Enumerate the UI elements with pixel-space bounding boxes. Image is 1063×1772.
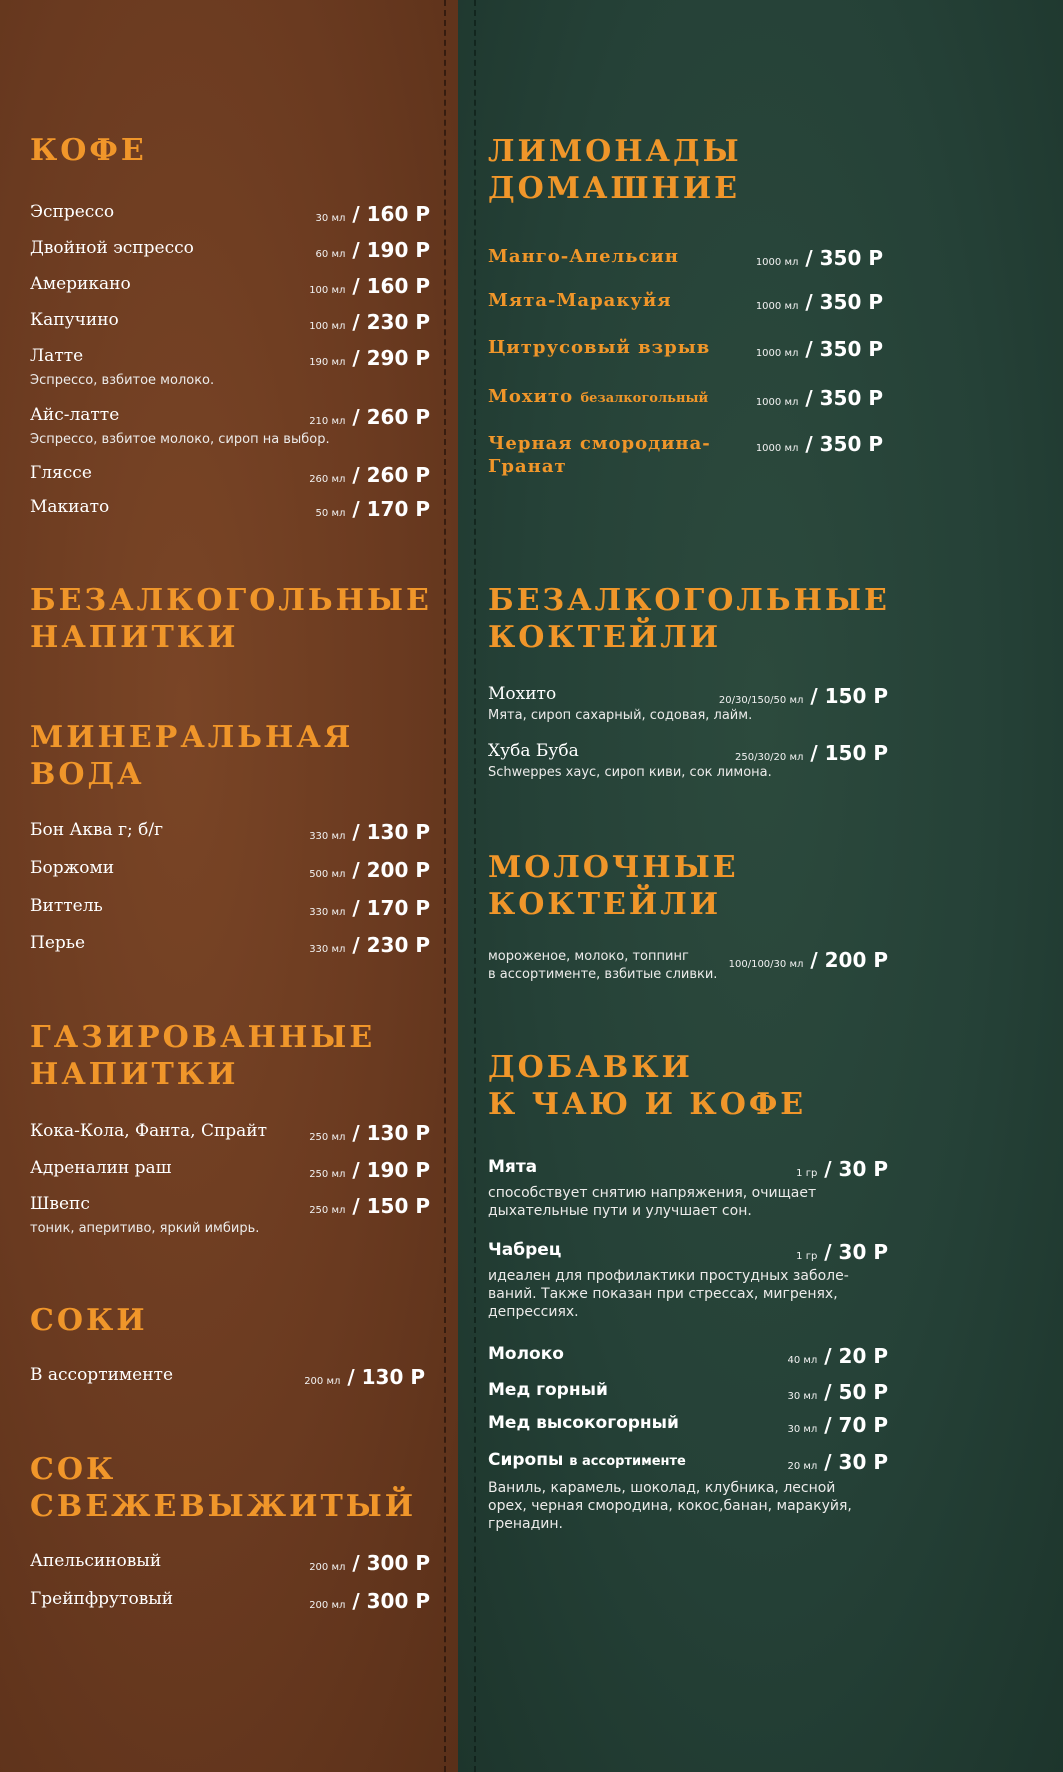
item-description: тоник, аперитиво, яркий имбирь.	[30, 1221, 260, 1236]
item-name: Мята	[488, 1157, 538, 1177]
item-volume: 50 мл	[315, 508, 346, 519]
item-note: в ассортименте	[569, 1454, 686, 1469]
item-price: 260 Р	[366, 405, 430, 429]
item-volume: 20 мл	[787, 1461, 818, 1472]
item-name: Айс-латте	[30, 405, 120, 425]
item-volume: 250 мл	[309, 1205, 346, 1216]
item-price: 160 Р	[366, 202, 430, 226]
section-title-soft-cocktails: БЕЗАЛКОГОЛЬНЫЕ КОКТЕЙЛИ	[488, 583, 890, 655]
menu-item-mango-orange: Манго-Апельсин 1000 мл / 350 Р	[488, 246, 883, 270]
item-description: способствует снятию напряжения, очищает дыхательные пути и улучшает сон.	[488, 1185, 817, 1219]
menu-item-highland-honey: Мед высокогорный 30 мл / 70 Р	[488, 1413, 888, 1437]
item-price: 70 Р	[838, 1413, 888, 1437]
item-price: 130 Р	[366, 820, 430, 844]
item-volume: 1000 мл	[755, 301, 799, 312]
item-price: 190 Р	[366, 238, 430, 262]
menu-item-blackcurrant-pomegranate: Черная смородина- Гранат 1000 мл / 350 Р	[488, 432, 883, 477]
item-volume: 1000 мл	[755, 348, 799, 359]
menu-item-latte: Латте 190 мл / 290 Р Эспрессо, взбитое молоко.	[30, 346, 430, 388]
item-description: Ваниль, карамель, шоколад, клубника, лесной орех, черная смородина, кокос,банан, маракуйя, гренадин.	[488, 1480, 852, 1532]
item-price: 50 Р	[838, 1380, 888, 1404]
item-volume: 260 мл	[309, 474, 346, 485]
item-name: Гляссе	[30, 463, 92, 483]
item-name: Мохито	[488, 684, 557, 704]
item-price: 350 Р	[819, 246, 883, 270]
item-volume: 200 мл	[309, 1562, 346, 1573]
item-name: Двойной эспрессо	[30, 238, 194, 258]
item-price: 150 Р	[824, 741, 888, 765]
item-volume: 20/30/150/50 мл	[718, 695, 804, 706]
stitch-seam-left	[444, 0, 446, 1772]
item-name: Адреналин раш	[30, 1158, 172, 1178]
item-volume: 330 мл	[309, 944, 346, 955]
menu-item-borjomi: Боржоми 500 мл / 200 Р	[30, 858, 430, 882]
item-price: 350 Р	[819, 290, 883, 314]
section-title-fresh-juice: СОК СВЕЖЕВЫЖИТЫЙ	[30, 1452, 417, 1524]
item-volume: 30 мл	[787, 1391, 818, 1402]
item-volume: 100 мл	[309, 321, 346, 332]
item-volume: 30 мл	[315, 213, 346, 224]
item-volume: 200 мл	[309, 1600, 346, 1611]
menu-item-mint: Мята 1 гр / 30 Р способствует снятию напряжения, очищает дыхательные пути и улучшает сон.	[488, 1157, 888, 1219]
menu-item-mojito-cocktail: Мохито 20/30/150/50 мл / 150 Р Мята, сироп сахарный, содовая, лайм.	[488, 684, 888, 723]
item-note: безалкогольный	[580, 391, 709, 406]
item-price: 350 Р	[819, 432, 883, 456]
item-volume: 1 гр	[796, 1251, 818, 1262]
item-name: Мята-Маракуйя	[488, 290, 672, 311]
item-name: Сиропы в ассортименте	[488, 1450, 686, 1470]
section-title-juices: СОКИ	[30, 1303, 148, 1338]
menu-item-double-espresso: Двойной эспрессо 60 мл / 190 Р	[30, 238, 430, 262]
item-price: 170 Р	[366, 896, 430, 920]
item-volume: 330 мл	[309, 907, 346, 918]
item-price: 230 Р	[366, 310, 430, 334]
item-name: Мохито безалкогольный	[488, 386, 709, 407]
menu-item-perrier: Перье 330 мл / 230 Р	[30, 933, 430, 957]
menu-item-citrus-burst: Цитрусовый взрыв 1000 мл / 350 Р	[488, 337, 883, 361]
menu-item-milk: Молоко 40 мл / 20 Р	[488, 1344, 888, 1368]
menu-item-vittel: Виттель 330 мл / 170 Р	[30, 896, 430, 920]
item-volume: 500 мл	[309, 869, 346, 880]
item-name: Хуба Буба	[488, 741, 579, 761]
item-volume: 210 мл	[309, 416, 346, 427]
item-price: 30 Р	[838, 1240, 888, 1264]
item-description: идеален для профилактики простудных заболе- ваний. Также показан при стрессах, мигренях, депрессиях.	[488, 1268, 849, 1320]
menu-item-syrups: Сиропы в ассортименте 20 мл / 30 Р Ваниль, карамель, шоколад, клубника, лесной орех, черная смородина, кокос,банан, маракуйя, гренадин.	[488, 1450, 888, 1532]
item-name: Молоко	[488, 1344, 564, 1364]
menu-item-mojito-lemonade: Мохито безалкогольный 1000 мл / 350 Р	[488, 386, 883, 410]
item-name: Цитрусовый взрыв	[488, 337, 711, 358]
item-name: Чабрец	[488, 1240, 562, 1260]
section-title-mineral-water: МИНЕРАЛЬНАЯ ВОДА	[30, 720, 354, 792]
item-name: В ассортименте	[30, 1365, 174, 1385]
item-price: 350 Р	[819, 386, 883, 410]
menu-item-juice-assortment: В ассортименте 200 мл / 130 Р	[30, 1365, 425, 1389]
item-volume: 1000 мл	[755, 443, 799, 454]
menu-item-macchiato: Макиато 50 мл / 170 Р	[30, 497, 430, 521]
menu-item-glace: Гляссе 260 мл / 260 Р	[30, 463, 430, 487]
item-price: 150 Р	[824, 684, 888, 708]
menu-item-coca-cola: Кока-Кола, Фанта, Спрайт 250 мл / 130 Р	[30, 1121, 430, 1145]
item-name: Апельсиновый	[30, 1551, 162, 1571]
item-price: 290 Р	[366, 346, 430, 370]
item-volume: 1 гр	[796, 1168, 818, 1179]
item-price: 30 Р	[838, 1450, 888, 1474]
item-name: Боржоми	[30, 858, 115, 878]
item-name: Перье	[30, 933, 86, 953]
item-volume: 330 мл	[309, 831, 346, 842]
item-price: 300 Р	[366, 1589, 430, 1613]
item-price: 130 Р	[361, 1365, 425, 1389]
menu-item-milkshake: мороженое, молоко, топпинг в ассортименте, взбитые сливки. 100/100/30 мл / 200 Р	[488, 948, 888, 982]
menu-item-grapefruit-fresh: Грейпфрутовый 200 мл / 300 Р	[30, 1589, 430, 1613]
item-name: Бон Аква г; б/г	[30, 820, 163, 840]
item-description: Эспрессо, взбитое молоко, сироп на выбор.	[30, 432, 330, 447]
section-title-milkshakes: МОЛОЧНЫЕ КОКТЕЙЛИ	[488, 850, 739, 922]
item-volume: 1000 мл	[755, 257, 799, 268]
item-name: Мед высокогорный	[488, 1413, 679, 1433]
menu-item-ice-latte: Айс-латте 210 мл / 260 Р Эспрессо, взбитое молоко, сироп на выбор.	[30, 405, 430, 447]
section-title-soft-drinks: БЕЗАЛКОГОЛЬНЫЕ НАПИТКИ	[30, 583, 432, 655]
menu-item-schweppes: Швепс 250 мл / 150 Р тоник, аперитиво, яркий имбирь.	[30, 1194, 430, 1236]
item-volume: 1000 мл	[755, 397, 799, 408]
item-price: 170 Р	[366, 497, 430, 521]
menu-item-americano: Американо 100 мл / 160 Р	[30, 274, 430, 298]
menu-item-hubba-bubba: Хуба Буба 250/30/20 мл / 150 Р Schweppes хаус, сироп киви, сок лимона.	[488, 741, 888, 780]
item-price: 230 Р	[366, 933, 430, 957]
item-volume: 30 мл	[787, 1424, 818, 1435]
item-volume: 40 мл	[787, 1355, 818, 1366]
item-description: мороженое, молоко, топпинг в ассортименте, взбитые сливки.	[488, 949, 718, 982]
menu-item-mountain-honey: Мед горный 30 мл / 50 Р	[488, 1380, 888, 1404]
item-volume: 250/30/20 мл	[735, 752, 804, 763]
menu-item-orange-fresh: Апельсиновый 200 мл / 300 Р	[30, 1551, 430, 1575]
stitch-seam-right	[474, 0, 476, 1772]
item-name: Манго-Апельсин	[488, 246, 679, 267]
item-volume: 250 мл	[309, 1132, 346, 1143]
item-price: 30 Р	[838, 1157, 888, 1181]
item-price: 130 Р	[366, 1121, 430, 1145]
section-title-homemade-lemonades: ЛИМОНАДЫ ДОМАШНИЕ	[488, 134, 742, 206]
item-description: Мята, сироп сахарный, содовая, лайм.	[488, 708, 753, 723]
item-name: Американо	[30, 274, 131, 294]
item-price: 200 Р	[366, 858, 430, 882]
item-name: Виттель	[30, 896, 103, 916]
item-price: 300 Р	[366, 1551, 430, 1575]
item-price: 190 Р	[366, 1158, 430, 1182]
item-volume: 200 мл	[304, 1376, 341, 1387]
item-price: 150 Р	[366, 1194, 430, 1218]
item-price: 200 Р	[824, 948, 888, 972]
menu-item-espresso: Эспрессо 30 мл / 160 Р	[30, 202, 430, 226]
item-price: 20 Р	[838, 1344, 888, 1368]
item-name: Эспрессо	[30, 202, 115, 222]
item-name: Макиато	[30, 497, 110, 517]
item-name: Швепс	[30, 1194, 90, 1214]
menu-item-mint-passionfruit: Мята-Маракуйя 1000 мл / 350 Р	[488, 290, 883, 314]
item-volume: 250 мл	[309, 1169, 346, 1180]
item-name: Мед горный	[488, 1380, 608, 1400]
item-name: Капучино	[30, 310, 119, 330]
menu-item-cappuccino: Капучино 100 мл / 230 Р	[30, 310, 430, 334]
menu-item-thyme: Чабрец 1 гр / 30 Р идеален для профилактики простудных заболе- ваний. Также показан при стрессах, мигренях, депрессиях.	[488, 1240, 888, 1320]
item-price: 160 Р	[366, 274, 430, 298]
item-volume: 190 мл	[309, 357, 346, 368]
menu-item-adrenaline: Адреналин раш 250 мл / 190 Р	[30, 1158, 430, 1182]
section-title-coffee: КОФЕ	[30, 133, 147, 168]
item-name: Латте	[30, 346, 84, 366]
item-name: Грейпфрутовый	[30, 1589, 174, 1609]
item-volume: 100/100/30 мл	[728, 959, 804, 970]
section-title-sparkling-drinks: ГАЗИРОВАННЫЕ НАПИТКИ	[30, 1020, 376, 1092]
item-price: 350 Р	[819, 337, 883, 361]
item-description: Эспрессо, взбитое молоко.	[30, 373, 215, 388]
item-name: Кока-Кола, Фанта, Спрайт	[30, 1121, 268, 1141]
menu-item-bonaqua: Бон Аква г; б/г 330 мл / 130 Р	[30, 820, 430, 844]
section-title-tea-coffee-additions: ДОБАВКИ К ЧАЮ И КОФЕ	[488, 1050, 807, 1122]
item-volume: 100 мл	[309, 285, 346, 296]
item-volume: 60 мл	[315, 249, 346, 260]
item-description: Schweppes хаус, сироп киви, сок лимона.	[488, 765, 772, 780]
item-price: 260 Р	[366, 463, 430, 487]
item-name: Черная смородина- Гранат	[488, 433, 711, 477]
